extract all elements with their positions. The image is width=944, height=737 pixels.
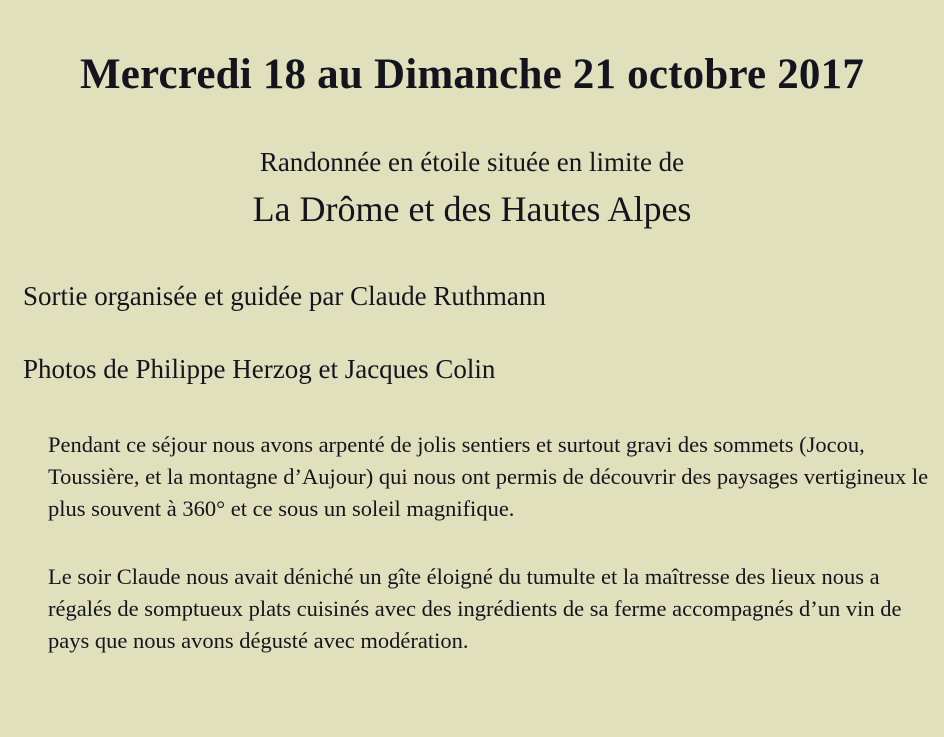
subtitle-line-2: La Drôme et des Hautes Alpes xyxy=(252,189,692,230)
body-paragraph-1: Pendant ce séjour nous avons arpenté de jolis sentiers et surtout gravi des sommets (Jocou, Toussière, et la montagne d’Aujour) qui nous ont permis de découvrir des paysages vertigineux le plus souvent à 360° et ce sous un soleil magnifique. xyxy=(48,432,929,522)
subtitle-line-1: Randonnée en étoile située en limite de xyxy=(259,147,685,178)
body-paragraph-2: Le soir Claude nous avait déniché un gîte éloigné du tumulte et la maîtresse des lieux nous a régalés de somptueux plats cuisinés avec des ingrédients de sa ferme accompagnés d’un vin de pays que nous avons dégusté avec modération. xyxy=(48,563,902,653)
organizer-credit: Sortie organisée et guidée par Claude Ruthmann xyxy=(23,280,546,311)
slide-container xyxy=(0,29,944,737)
page-title: Mercredi 18 au Dimanche 21 octobre 2017 xyxy=(79,50,865,98)
photos-credit: Photos de Philippe Herzog et Jacques Colin xyxy=(23,354,496,385)
